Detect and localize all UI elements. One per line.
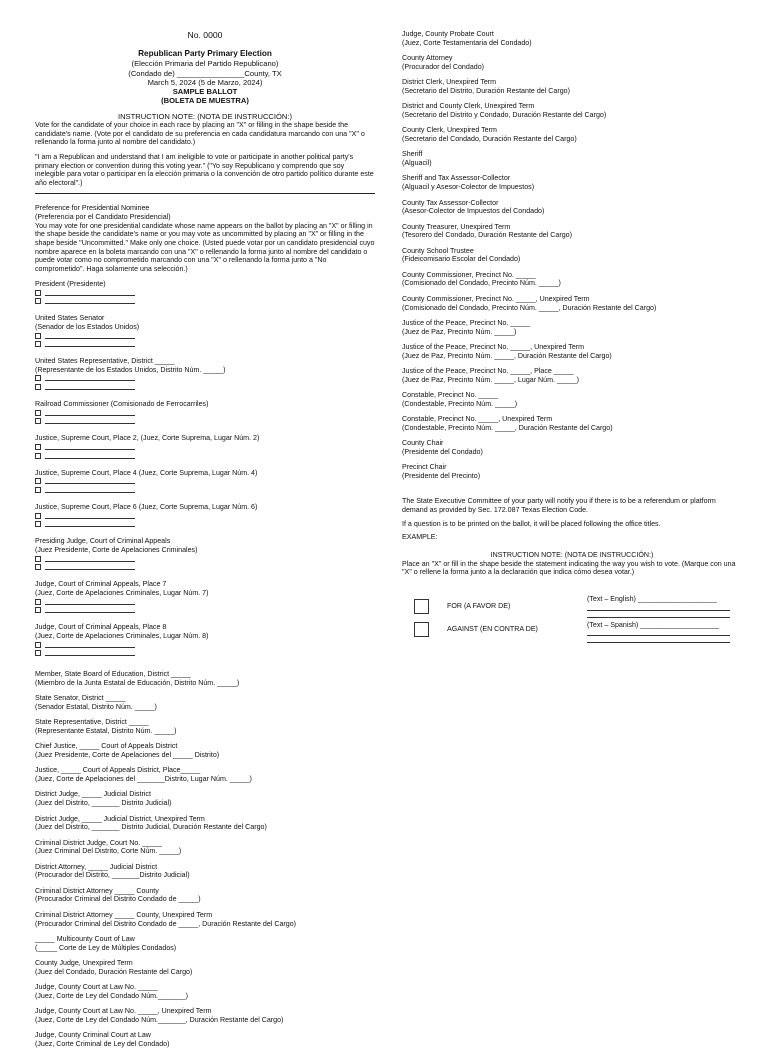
race-item [35,742,375,759]
candidate-line [35,554,375,563]
race-item [35,790,375,807]
race-title-es: (Juez, Corte Criminal de Ley del Condado) [35,1039,170,1048]
candidate-name-blank [45,341,135,347]
candidate-name-blank [45,418,135,424]
candidate-name-blank [45,556,135,562]
candidate-line [35,297,375,306]
race-title: County Judge, Unexpired Term [35,959,133,968]
race-title: Judge, County Criminal Court at Law [35,1031,151,1040]
race-title: United States Representative, District _____ [35,356,175,365]
race-item [402,174,742,191]
race-item [402,199,742,216]
candidate-name-blank [45,607,135,613]
race-item [35,1007,375,1024]
race-item [35,766,375,783]
candidate-checkbox[interactable] [35,521,41,527]
left-column [35,0,375,1055]
race-title-es: (Secretario del Distrito y Condado, Duración Restante del Cargo) [402,110,607,119]
candidate-name-blank [45,513,135,519]
candidate-name-blank [45,487,135,493]
race-title-es: (Juez de Paz, Precinto Núm. _____) [402,327,517,336]
race-title: District Judge, _____ Judicial District [35,790,151,799]
race-item [402,30,742,47]
race-item [402,343,742,360]
race-title-es: (Juez Presidente, Corte de Apelaciones del _____ Distrito) [35,750,220,759]
candidate-checkbox[interactable] [35,333,41,339]
right-column [402,0,742,655]
race-title-es: (Asesor-Colector de Impuestos del Condado) [402,207,545,216]
race-item [35,839,375,856]
race-title: Precinct Chair [402,463,447,472]
race-item [35,959,375,976]
race-title-es: (Comisionado del Condado, Precinto Núm. _____) [402,279,561,288]
race-title-es: (_____ Corte de Ley de Múltiples Condados) [35,943,177,952]
candidate-line [35,640,375,649]
presidential-title: Preference for Presidential Nominee [35,204,150,213]
race-title-es: (Secretario del Distrito, Duración Restante del Cargo) [402,86,570,95]
candidate-checkbox[interactable] [35,298,41,304]
race-title: Chief Justice, _____ Court of Appeals District [35,742,178,751]
race-title: County Treasurer, Unexpired Term [402,222,511,231]
race-title: Justice, Supreme Court, Place 2, (Juez, Corte Suprema, Lugar Núm. 2) [35,434,260,443]
candidate-line [35,383,375,392]
race-title: Justice of the Peace, Precinct No. _____ [402,318,531,327]
race-title-es: (Juez, Corte de Ley del Condado Núm._______) [35,991,189,1000]
race-title-es: (Juez, Corte de Apelaciones Criminales, Lugar Núm. 8) [35,631,209,640]
against-label: AGAINST (EN CONTRA DE) [447,625,538,634]
race-title: Justice, Supreme Court, Place 6 (Juez, Corte Suprema, Lugar Núm. 6) [35,502,258,511]
race-item [402,271,742,288]
race-title-es: (Condestable, Precinto Núm. _____, Duración Restante del Cargo) [402,423,613,432]
race-item [402,439,742,456]
race-title-es: (Juez, Corte de Apelaciones Criminales, Lugar Núm. 7) [35,588,209,597]
party-pledge: "I am a Republican and understand that I am ineligible to vote or participate in another political party's primary election or convention during this voting year." ("Yo soy Republicano y comprendo que soy inelegible para votar o participar en la elección primaria o la convención de otro partido político durante este año electoral".) [35,152,374,187]
race-item [35,935,375,952]
presidential-title-es: (Preferencia por el Candidato Presidencial) [35,213,171,222]
text-english-lines [587,604,737,618]
county-line: (Condado de) ________________County, TX [128,68,282,78]
race-title-es: (Juez de Paz, Precinto Núm. _____, Duración Restante del Cargo) [402,351,612,360]
race-title: Justice of the Peace, Precinct No. _____, Unexpired Term [402,343,585,352]
race-title-es: (Senador de los Estados Unidos) [35,322,140,331]
candidate-line [35,511,375,520]
candidate-line [35,417,375,426]
race-item [35,911,375,928]
race-item [402,415,742,432]
candidate-line [35,520,375,529]
race-item [35,503,375,529]
race-title-es: (Presidente del Condado) [402,447,483,456]
race-title-es: (Procurador del Distrito, _______Distrito Judicial) [35,871,190,880]
race-title: Judge, County Court at Law No. _____ [35,983,158,992]
race-item [402,54,742,71]
candidate-checkbox[interactable] [35,487,41,493]
sample-ballot-es: (BOLETA DE MUESTRA) [161,96,249,106]
for-row [414,599,510,614]
race-title-es: (Secretario del Condado, Duración Restante del Cargo) [402,134,577,143]
race-item [35,670,375,687]
candidate-name-blank [45,650,135,656]
race-title: Judge, County Probate Court [402,30,494,38]
candidate-line [35,340,375,349]
race-item [402,78,742,95]
race-title-es: (Juez, Corte Testamentaria del Condado) [402,38,532,47]
divider [35,193,375,194]
race-title: Constable, Precinct No. _____ [402,391,499,400]
race-title-es: (Miembro de la Junta Estatal de Educación, Distrito Núm. _____) [35,678,240,687]
election-date: March 5, 2024 (5 de Marzo, 2024) [147,77,263,87]
left-races [35,670,375,1048]
candidate-checkbox[interactable] [35,513,41,519]
race-title-es: (Alguacil) [402,159,432,168]
candidate-name-blank [45,478,135,484]
race-title-es: (Juez del Distrito, _______ Distrito Judicial) [35,799,172,808]
candidate-checkbox[interactable] [35,564,41,570]
candidate-name-blank [45,384,135,390]
race-title: Judge, Court of Criminal Appeals, Place 8 [35,623,167,632]
instruction-body: Vote for the candidate of your choice in each race by placing an "X" or filling in the shape beside the candidate's name. (Vote por el candidato de su preferencia en cada candidatura marcando con una "X" o rellenando la forma junto al nombre del candidato.) [35,120,365,147]
race-title: Constable, Precinct No. _____, Unexpired Term [402,415,553,424]
race-item [402,150,742,167]
race-title: _____ Multicounty Court of Law [35,934,135,943]
race-title: County Commissioner, Precinct No. _____, Unexpired Term [402,294,590,303]
race-item [402,247,742,264]
ref-instruction-heading: INSTRUCTION NOTE: (NOTA DE INSTRUCCIÓN:) [490,551,654,560]
race-item [35,983,375,1000]
candidate-checkbox[interactable] [35,384,41,390]
race-title: County Commissioner, Precinct No. _____ [402,270,536,279]
ref-instruction-body: Place an "X" or fill in the shape beside the statement indicating the way you wish to vote. (Marque con una "X" o rellene la forma junto a la declaración que indica cómo desea votar.) [402,559,736,577]
race-title-es: (Alguacil y Asesor-Colector de Impuestos) [402,183,535,192]
candidate-checkbox[interactable] [35,478,41,484]
race-title: Criminal District Attorney _____ County [35,886,159,895]
race-title: District Judge, _____ Judicial District, Unexpired Term [35,814,205,823]
text-spanish-lines [587,629,737,643]
race-title: Railroad Commissioner (Comisionado de Ferrocarriles) [35,399,209,408]
race-title-es: (Juez, Corte de Apelaciones del _______Distrito, Lugar Núm. _____) [35,775,252,784]
race-title-es: (Juez Criminal Del Distrito, Corte Núm. _____) [35,847,182,856]
candidate-line [35,409,375,418]
race-title: Presiding Judge, Court of Criminal Appeals [35,537,171,546]
sample-ballot: SAMPLE BALLOT [172,87,238,97]
candidate-checkbox[interactable] [35,642,41,648]
race-item [35,400,375,426]
candidate-line [35,606,375,615]
race-item [35,357,375,391]
race-title: District Attorney, _____ Judicial District [35,862,158,871]
race-item [35,863,375,880]
race-title: District Clerk, Unexpired Term [402,78,497,87]
race-title-es: (Presidente del Precinto) [402,472,481,481]
race-title-es: (Senador Estatal, Distrito Núm. _____) [35,702,157,711]
ballot-number: No. 0000 [187,30,223,40]
candidate-name-blank [45,333,135,339]
race-item [402,102,742,119]
race-title-es: (Representante Estatal, Distrito Núm. _____) [35,726,177,735]
race-title-es: (Fideicomisario Escolar del Condado) [402,255,521,264]
race-title: State Senator, District _____ [35,694,126,703]
candidate-line [35,563,375,572]
race-item [35,815,375,832]
race-title-es: (Comisionado del Condado, Precinto Núm. _____, Duración Restante del Cargo) [402,303,657,312]
race-item [35,469,375,495]
race-title: Justice of the Peace, Precinct No. _____, Place _____ [402,367,574,376]
race-title-es: (Juez del Distrito, _______ Distrito Judicial, Duración Restante del Cargo) [35,823,267,832]
race-item [402,319,742,336]
candidate-name-blank [45,410,135,416]
right-races [402,30,742,481]
race-title-es: (Procurador Criminal del Distrito Condado de _____) [35,895,201,904]
candidate-checkbox[interactable] [35,650,41,656]
candidate-checkbox[interactable] [35,341,41,347]
candidate-checkbox[interactable] [35,375,41,381]
candidate-line [35,443,375,452]
race-item [402,367,742,384]
race-title: Criminal District Attorney _____ County, Unexpired Term [35,910,213,919]
race-title: President (Presidente) [35,279,106,288]
race-item [35,434,375,460]
example-label: EXAMPLE: [402,533,438,542]
race-title: Sheriff [402,150,423,159]
race-title: Justice, Supreme Court, Place 4 (Juez, Corte Suprema, Lugar Núm. 4) [35,468,258,477]
candidate-checkbox[interactable] [35,607,41,613]
race-title: County Tax Assessor-Collector [402,198,499,207]
race-title: United States Senator [35,313,105,322]
proposition-example [402,595,742,655]
race-title-es: (Tesorero del Condado, Duración Restante del Cargo) [402,231,572,240]
race-title: Sheriff and Tax Assessor-Collector [402,174,511,183]
race-title: County Attorney [402,54,453,63]
race-item [402,463,742,480]
candidate-checkbox[interactable] [35,290,41,296]
candidate-checkbox[interactable] [35,453,41,459]
race-item [35,887,375,904]
boxed-races [35,280,375,658]
race-item [35,1031,375,1048]
race-item [35,694,375,711]
referendum-printed: If a question is to be printed on the ballot, it will be placed following the office titles. [402,519,661,528]
race-title-es: (Juez Presidente, Corte de Apelaciones Criminales) [35,545,198,554]
race-item [35,718,375,735]
candidate-name-blank [45,290,135,296]
race-title-es: (Procurador del Condado) [402,62,485,71]
candidate-line [35,451,375,460]
race-item [402,391,742,408]
text-spanish: (Text – Spanish) ____________________ [587,620,720,629]
referendum-notice: The State Executive Committee of your party will notify you if there is to be a referendum or platform demand as provided by Sec. 172.087 Texas Election Code. [402,497,716,515]
race-title-es: (Juez de Paz, Precinto Núm. _____, Lugar Núm. _____) [402,375,580,384]
candidate-line [35,288,375,297]
ballot-title-es: (Elección Primaria del Partido Republicano) [131,59,279,69]
race-title: County Clerk, Unexpired Term [402,126,497,135]
candidate-line [35,374,375,383]
race-title-es: (Representante de los Estados Unidos, Distrito Núm. _____) [35,365,226,374]
candidate-line [35,477,375,486]
race-item [35,314,375,348]
candidate-line [35,486,375,495]
proposition-text [587,595,737,643]
against-checkbox[interactable] [414,622,429,637]
race-title-es: (Condestable, Precinto Núm. _____) [402,399,518,408]
race-item [35,537,375,571]
race-title: Judge, County Court at Law No. _____, Unexpired Term [35,1007,212,1016]
candidate-name-blank [45,564,135,570]
race-title-es: (Juez del Condado, Duración Restante del Cargo) [35,967,193,976]
race-title: Justice, _____ Court of Appeals District, Place_____ [35,766,201,775]
race-item [35,280,375,306]
race-title: State Representative, District _____ [35,718,149,727]
candidate-line [35,649,375,658]
candidate-checkbox[interactable] [35,556,41,562]
against-row [414,622,538,637]
candidate-checkbox[interactable] [35,444,41,450]
candidate-line [35,331,375,340]
candidate-name-blank [45,444,135,450]
candidate-name-blank [45,521,135,527]
race-title: County School Trustee [402,246,474,255]
race-title: Member, State Board of Education, District _____ [35,670,191,679]
race-item [402,126,742,143]
race-item [35,623,375,657]
for-label: FOR (A FAVOR DE) [447,602,511,611]
candidate-name-blank [45,599,135,605]
race-title-es: (Juez, Corte de Ley del Condado Núm._______, Duración Restante del Cargo) [35,1015,284,1024]
candidate-checkbox[interactable] [35,418,41,424]
race-item [35,580,375,614]
race-item [402,223,742,240]
candidate-name-blank [45,642,135,648]
candidate-name-blank [45,375,135,381]
race-title: Criminal District Judge, Court No. _____ [35,838,162,847]
for-checkbox[interactable] [414,599,429,614]
instruction-heading: INSTRUCTION NOTE: (NOTA DE INSTRUCCIÓN:) [117,111,293,121]
presidential-body: You may vote for one presidential candidate whose name appears on the ballot by placing an "X" or filling in the shape beside the candidate's name or you may vote as uncommitted by placing an "X" or filling in the shape beside "Uncommitted." Make only one choice. (Usted puede votar por un candidato presidencial cuyo nombre aparece en la boleta marcando con una "X" o rellenando la forma junto al nombre del candidato o puede votar como no comprometido marcando con una "X" o rellenando la forma junto a "No comprometido". Haga solamente una selección.) [35,221,375,273]
ballot-title: Republican Party Primary Election [138,49,272,59]
candidate-checkbox[interactable] [35,599,41,605]
race-title: Judge, Court of Criminal Appeals, Place 7 [35,580,167,589]
race-title-es: (Procurador Criminal del Distrito Condado de _____, Duración Restante del Cargo) [35,919,297,928]
race-title: County Chair [402,439,444,448]
race-title: District and County Clerk, Unexpired Term [402,102,535,111]
candidate-name-blank [45,453,135,459]
candidate-checkbox[interactable] [35,410,41,416]
race-item [402,295,742,312]
candidate-line [35,597,375,606]
text-english: (Text – English) ____________________ [587,594,717,603]
candidate-name-blank [45,298,135,304]
